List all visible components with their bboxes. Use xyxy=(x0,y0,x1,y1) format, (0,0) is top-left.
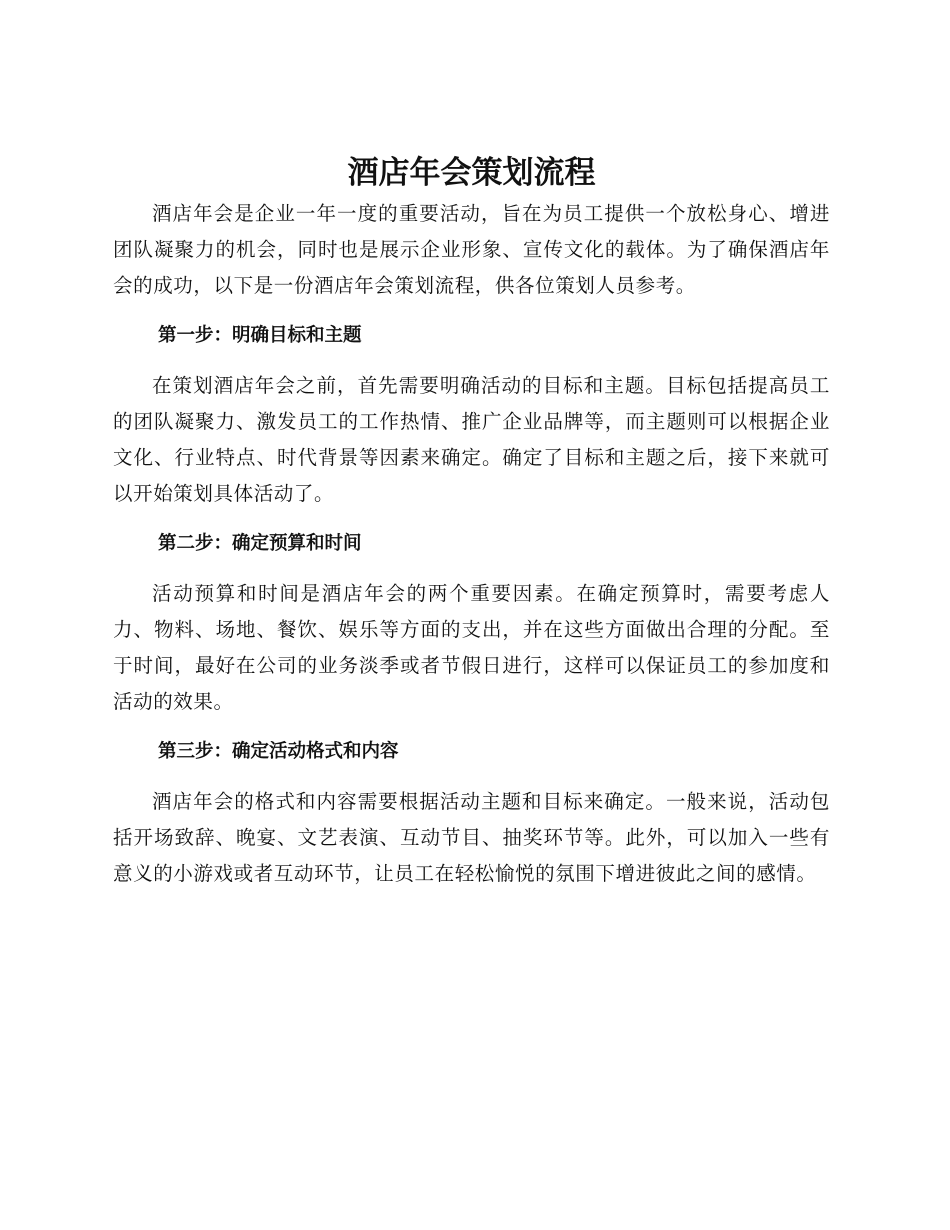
section-heading-step-2: 第二步：确定预算和时间 xyxy=(158,533,362,554)
section-paragraph-step-1: 在策划酒店年会之前，首先需要明确活动的目标和主题。目标包括提高员工的团队凝聚力、激发员工的工作热情、推广企业品牌等，而主题则可以根据企业文化、行业特点、时代背景等因素来确定。确定了目标和主题之后，接下来就可以开始策划具体活动了。 xyxy=(113,374,830,505)
section-heading-step-3: 第三步：确定活动格式和内容 xyxy=(158,741,399,762)
document-title: 酒店年会策划流程 xyxy=(347,155,596,191)
section-paragraph-step-2: 活动预算和时间是酒店年会的两个重要因素。在确定预算时，需要考虑人力、物料、场地、餐饮、娱乐等方面的支出，并在这些方面做出合理的分配。至于时间，最好在公司的业务淡季或者节假日进行，这样可以保证员工的参加度和活动的效果。 xyxy=(113,582,830,713)
section-heading-step-1: 第一步：明确目标和主题 xyxy=(158,325,362,346)
section-paragraph-step-3: 酒店年会的格式和内容需要根据活动主题和目标来确定。一般来说，活动包括开场致辞、晚宴、文艺表演、互动节目、抽奖环节等。此外，可以加入一些有意义的小游戏或者互动环节，让员工在轻松愉悦的氛围下增进彼此之间的感情。 xyxy=(113,790,830,885)
intro-paragraph: 酒店年会是企业一年一度的重要活动，旨在为员工提供一个放松身心、增进团队凝聚力的机会，同时也是展示企业形象、宣传文化的载体。为了确保酒店年会的成功，以下是一份酒店年会策划流程，供各位策划人员参考。 xyxy=(113,202,830,297)
document-body xyxy=(113,150,830,892)
